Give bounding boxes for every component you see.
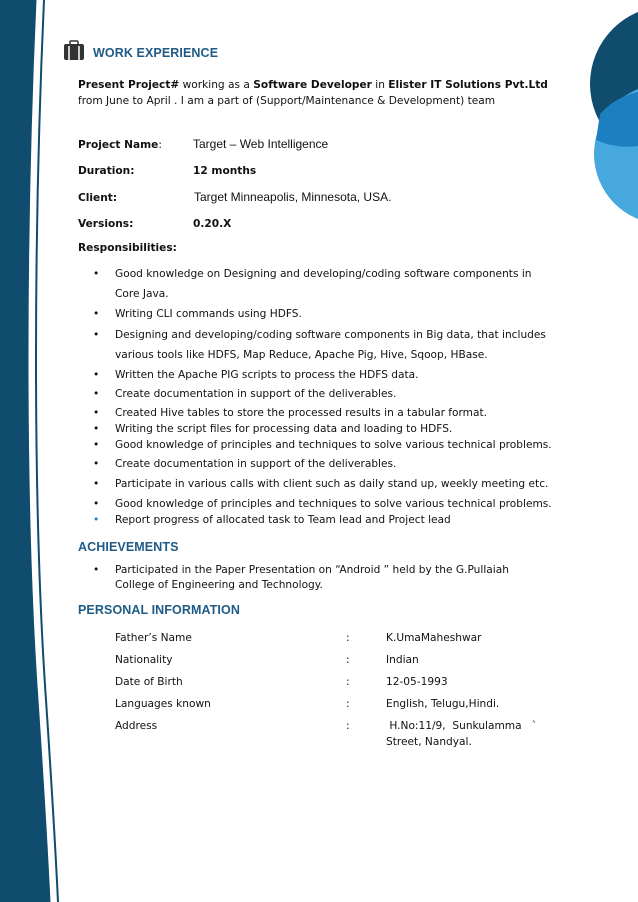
company-text: Elister IT Solutions Pvt.Ltd <box>388 79 548 91</box>
pi-label-nationality: Nationality <box>115 654 173 666</box>
pi-value-address-line2: Street, Nandyal. <box>386 736 472 748</box>
pi-value-father: K.UmaMaheshwar <box>386 632 482 644</box>
pi-label-dob: Date of Birth <box>115 676 183 688</box>
client-value: Target Minneapolis, Minnesota, USA. <box>194 190 392 204</box>
list-item-continuation: Core Java. <box>115 288 169 300</box>
intro-line-2: from June to April . I am a part of (Support/Maintenance & Development) team <box>78 95 496 107</box>
project-name-value: Target – Web Intelligence <box>193 137 329 151</box>
pi-sep: : <box>346 698 350 710</box>
role-text: Software Developer <box>253 79 372 91</box>
list-item-continuation: College of Engineering and Technology. <box>115 579 323 591</box>
duration-label: Duration: <box>78 165 135 177</box>
pi-sep: : <box>346 720 350 732</box>
intro-text-2: in <box>375 79 385 91</box>
pi-sep: : <box>346 654 350 666</box>
responsibilities-label: Responsibilities: <box>78 242 177 254</box>
list-item-continuation: various tools like HDFS, Map Reduce, Apache Pig, Hive, Sqoop, HBase. <box>115 349 488 361</box>
intro-line-1 <box>78 77 548 93</box>
personal-information-heading: PERSONAL INFORMATION <box>78 603 240 617</box>
project-name-label <box>78 137 162 153</box>
duration-value: 12 months <box>193 165 257 177</box>
pi-sep: : <box>346 676 350 688</box>
versions-value: 0.20.X <box>193 218 232 230</box>
pi-label-father: Father’s Name <box>115 632 192 644</box>
versions-label: Versions: <box>78 218 134 230</box>
work-experience-heading: WORK EXPERIENCE <box>93 46 219 60</box>
achievements-heading: ACHIEVEMENTS <box>78 540 179 554</box>
pi-label-languages: Languages known <box>115 698 211 710</box>
pi-label-address: Address <box>115 720 158 732</box>
pi-value-languages: English, Telugu,Hindi. <box>386 698 500 710</box>
present-project-label: Present Project# <box>78 79 180 91</box>
pi-value-address: H.No:11/9, Sunkulamma ` <box>386 720 538 732</box>
pi-value-dob: 12-05-1993 <box>386 676 448 688</box>
client-label: Client: <box>78 192 118 204</box>
briefcase-icon <box>64 41 84 60</box>
pi-value-nationality: Indian <box>386 654 419 666</box>
intro-text-1: working as a <box>182 79 250 91</box>
pi-sep: : <box>346 632 350 644</box>
project-name-colon: : <box>158 139 162 151</box>
project-name-label-text: Project Name <box>78 139 159 151</box>
